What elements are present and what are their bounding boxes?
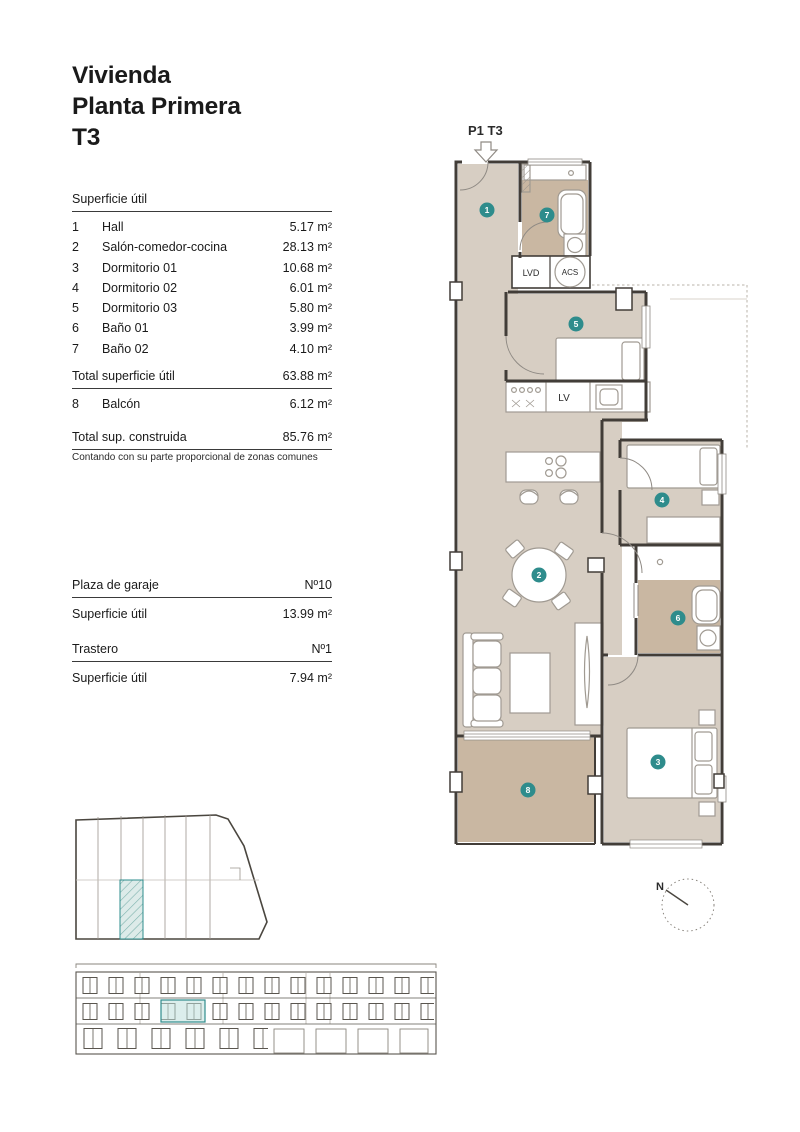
row-num: 3 [72, 260, 79, 275]
room-badge-bano02 [540, 208, 555, 223]
row-num: 8 [72, 397, 79, 411]
storage-surface-value: 7.94 m² [289, 671, 332, 685]
unit-label: P1 T3 [468, 123, 503, 138]
garage-surface-label: Superficie útil [72, 607, 148, 621]
total-built-row [72, 430, 332, 450]
total-useful-label: Total superficie útil [72, 369, 175, 383]
row-value: 4.10 m² [289, 341, 332, 356]
row-value: 3.99 m² [289, 321, 332, 336]
row-value: 6.12 m² [289, 397, 332, 411]
room-badge-dorm02 [655, 493, 670, 508]
svg-text:3: 3 [655, 757, 661, 767]
surface-table [72, 220, 332, 362]
row-name: Salón-comedor-cocina [102, 240, 228, 255]
upper-floor-windows [78, 976, 434, 996]
storage-number: Nº1 [311, 642, 332, 656]
row-value: 5.80 m² [289, 301, 332, 316]
coffee-table [510, 653, 550, 713]
row-num: 5 [72, 301, 79, 316]
storage-surface-label: Superficie útil [72, 671, 148, 685]
row-value: 6.01 m² [289, 280, 332, 295]
total-built-value: 85.76 m² [282, 430, 332, 444]
room-badge-dorm01 [651, 755, 666, 770]
north-label: N [656, 881, 664, 893]
table-row [72, 342, 332, 362]
row-name: Dormitorio 03 [102, 301, 178, 316]
dimension-line [76, 964, 436, 968]
table-row [72, 321, 332, 341]
balcony-row [72, 397, 332, 411]
water-heater-label: ACS [561, 268, 579, 277]
common-zones-note: Contando con su parte proporcional de zonas comunes [72, 452, 318, 463]
ground-floor-windows [78, 1028, 268, 1050]
stool [520, 490, 538, 504]
laundry-label: LVD [522, 268, 540, 278]
building-elevation [58, 952, 450, 1077]
room-badge-dorm03 [569, 317, 584, 332]
surface-table-header [72, 192, 332, 212]
row-name: Dormitorio 02 [102, 280, 178, 295]
row-num: 6 [72, 321, 79, 336]
stool [560, 490, 578, 504]
room-badge-bano01 [671, 611, 686, 626]
svg-text:5: 5 [573, 319, 579, 329]
row-value: 28.13 m² [282, 240, 332, 255]
row-name: Balcón [102, 397, 141, 411]
duct-shaft [522, 164, 530, 192]
north-compass [656, 879, 714, 931]
nightstand [699, 710, 715, 725]
first-floor-windows [78, 1002, 434, 1022]
drain-icon [569, 171, 574, 176]
total-built-label: Total sup. construida [72, 430, 187, 444]
garage-surface-value: 13.99 m² [282, 607, 332, 621]
svg-text:8: 8 [525, 785, 531, 795]
row-name: Dormitorio 01 [102, 260, 178, 275]
table-row [72, 261, 332, 281]
nightstand [699, 802, 715, 816]
row-num: 2 [72, 240, 79, 255]
title-line-3: T3 [72, 124, 101, 151]
svg-text:2: 2 [536, 570, 542, 580]
pillow [622, 342, 640, 380]
row-value: 10.68 m² [282, 260, 332, 275]
sofa [463, 633, 503, 727]
total-useful-row [72, 369, 332, 389]
storage-label: Trastero [72, 642, 119, 656]
table-row [72, 240, 332, 260]
drain-icon [657, 559, 662, 564]
tv-icon [585, 636, 590, 708]
row-num: 7 [72, 341, 79, 356]
unit-elevation-highlight [161, 1000, 205, 1022]
surface-table-header-label: Superficie útil [72, 192, 148, 206]
pillow [695, 765, 712, 794]
table-row [72, 301, 332, 321]
table-row [72, 220, 332, 240]
row-num: 1 [72, 220, 79, 234]
garage-surface-row [72, 607, 332, 621]
svg-text:6: 6 [675, 613, 681, 623]
nightstand [702, 490, 719, 505]
shower-tray [524, 165, 586, 180]
page-title [72, 60, 241, 153]
kitchen-counter [506, 382, 650, 412]
row-num: 4 [72, 280, 79, 295]
garage-number: Nº10 [304, 578, 332, 592]
room-badge-salon [532, 568, 547, 583]
storage-surface-row [72, 671, 332, 685]
svg-text:1: 1 [484, 205, 490, 215]
row-value: 5.17 m² [289, 220, 332, 234]
dishwasher-label: LV [558, 393, 570, 404]
pillow [700, 448, 717, 485]
pillow [695, 732, 712, 761]
title-line-2: Planta Primera [72, 93, 241, 120]
desk [647, 517, 720, 543]
kitchen-island [506, 452, 600, 482]
table-row [72, 281, 332, 301]
floor-plan [440, 118, 760, 938]
building-outline [76, 815, 267, 939]
svg-text:4: 4 [659, 495, 665, 505]
site-key-plan [58, 810, 298, 950]
title-line-1: Vivienda [72, 62, 171, 89]
storage-header-row [72, 642, 332, 662]
garage-header-row [72, 578, 332, 598]
svg-text:7: 7 [544, 210, 550, 220]
row-name: Baño 01 [102, 321, 149, 336]
total-useful-value: 63.88 m² [282, 369, 332, 383]
garage-label: Plaza de garaje [72, 578, 159, 592]
unit-location-hatch [120, 880, 143, 939]
row-name: Baño 02 [102, 341, 149, 356]
row-name: Hall [102, 220, 124, 234]
room-badge-hall [480, 203, 495, 218]
entry-arrow-icon [475, 142, 497, 162]
room-badge-balcon [521, 783, 536, 798]
